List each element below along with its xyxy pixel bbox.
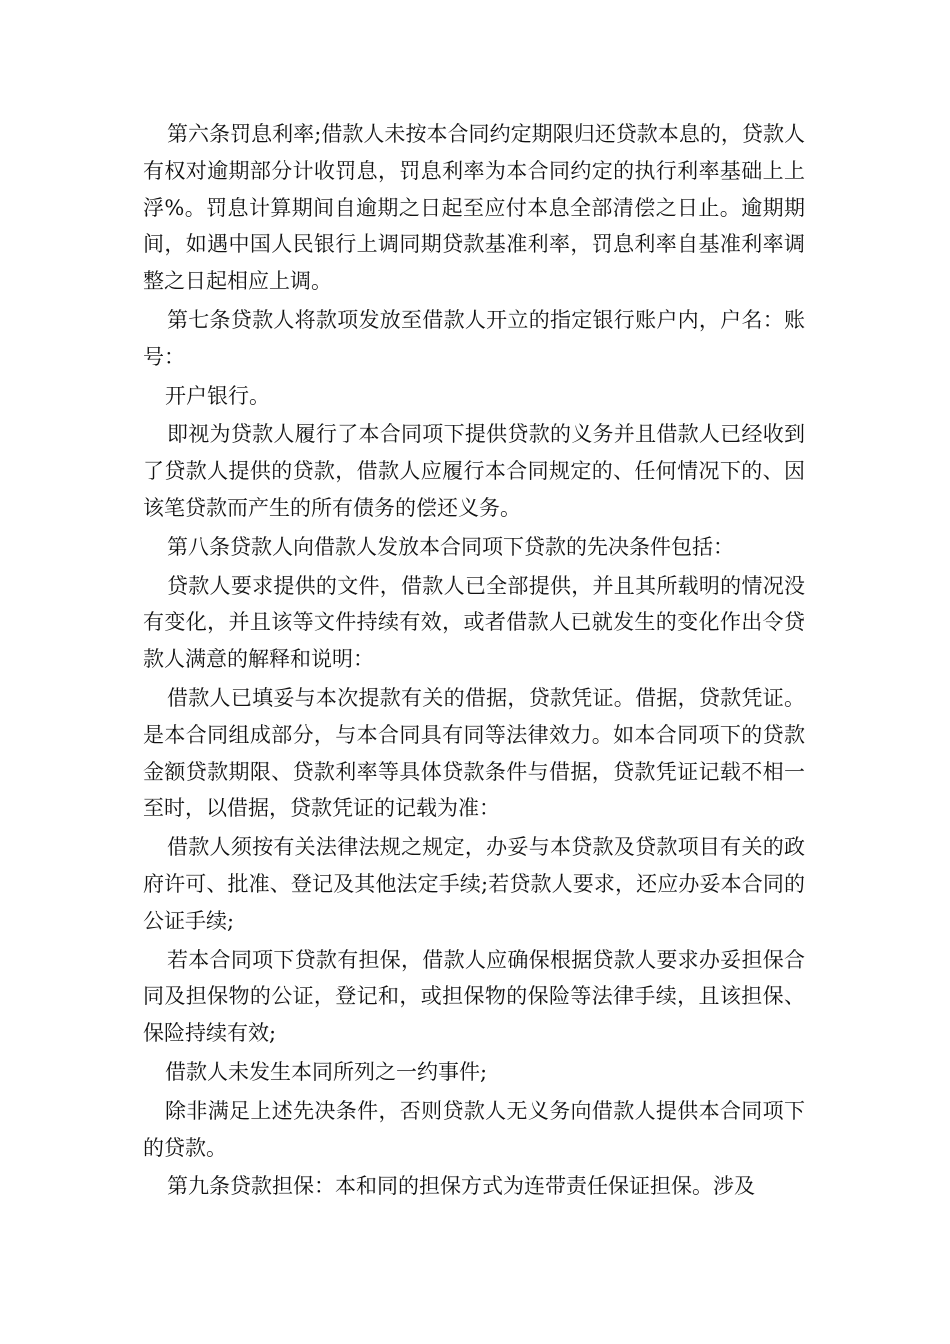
paragraph-article-9-guarantee: 第九条贷款担保：本和同的担保方式为连带责任保证担保。涉及 xyxy=(167,1174,755,1199)
paragraph-article-6-penalty-interest: 第六条罚息利率;借款人未按本合同约定期限归还贷款本息的，贷款人有权对逾期部分计收罚息，罚息利率为本合同约定的执行利率基础上上浮%。罚息计算期间自逾期之日起至应付本息全部清偿之日止。逾期期间，如遇中国人民银行上调同期贷款基准利率，罚息利率自基准利率调整之日起相应上调。 xyxy=(143,122,805,294)
paragraph-documents-provided: 贷款人要求提供的文件，借款人已全部提供，并且其所载明的情况没有变化，并且该等文件持续有效，或者借款人已就发生的变化作出令贷款人满意的解释和说明： xyxy=(143,573,805,672)
paragraph-guarantee-procedures: 若本合同项下贷款有担保，借款人应确保根据贷款人要求办妥担保合同及担保物的公证，登记和，或担保物的保险等法律手续，且该担保、保险持续有效; xyxy=(143,947,805,1046)
paragraph-opening-bank: 开户银行。 xyxy=(165,383,270,408)
paragraph-article-7-disbursement: 第七条贷款人将款项发放至借款人开立的指定银行账户内，户名：账号： xyxy=(143,307,805,369)
document-body xyxy=(143,116,805,1207)
paragraph-receipts-vouchers: 借款人已填妥与本次提款有关的借据，贷款凭证。借据，贷款凭证。是本合同组成部分，与本合同具有同等法律效力。如本合同项下的贷款金额贷款期限、贷款利率等具体贷款条件与借据，贷款凭证记载不相一至时，以借据，贷款凭证的记载为准： xyxy=(143,685,805,821)
paragraph-legal-procedures: 借款人须按有关法律法规之规定，办妥与本贷款及贷款项目有关的政府许可、批准、登记及其他法定手续;若贷款人要求，还应办妥本合同的公证手续; xyxy=(143,835,805,933)
paragraph-unless-conditions-met: 除非满足上述先决条件，否则贷款人无义务向借款人提供本合同项下的贷款。 xyxy=(143,1098,805,1160)
paragraph-article-8-preconditions: 第八条贷款人向借款人发放本合同项下贷款的先决条件包括： xyxy=(167,534,734,559)
paragraph-loan-obligation: 即视为贷款人履行了本合同项下提供贷款的义务并且借款人已经收到了贷款人提供的贷款，借款人应履行本合同规定的、任何情况下的、因该笔贷款而产生的所有债务的偿还义务。 xyxy=(143,422,805,520)
paragraph-no-default-events: 借款人未发生本同所列之一约事件; xyxy=(165,1059,488,1084)
